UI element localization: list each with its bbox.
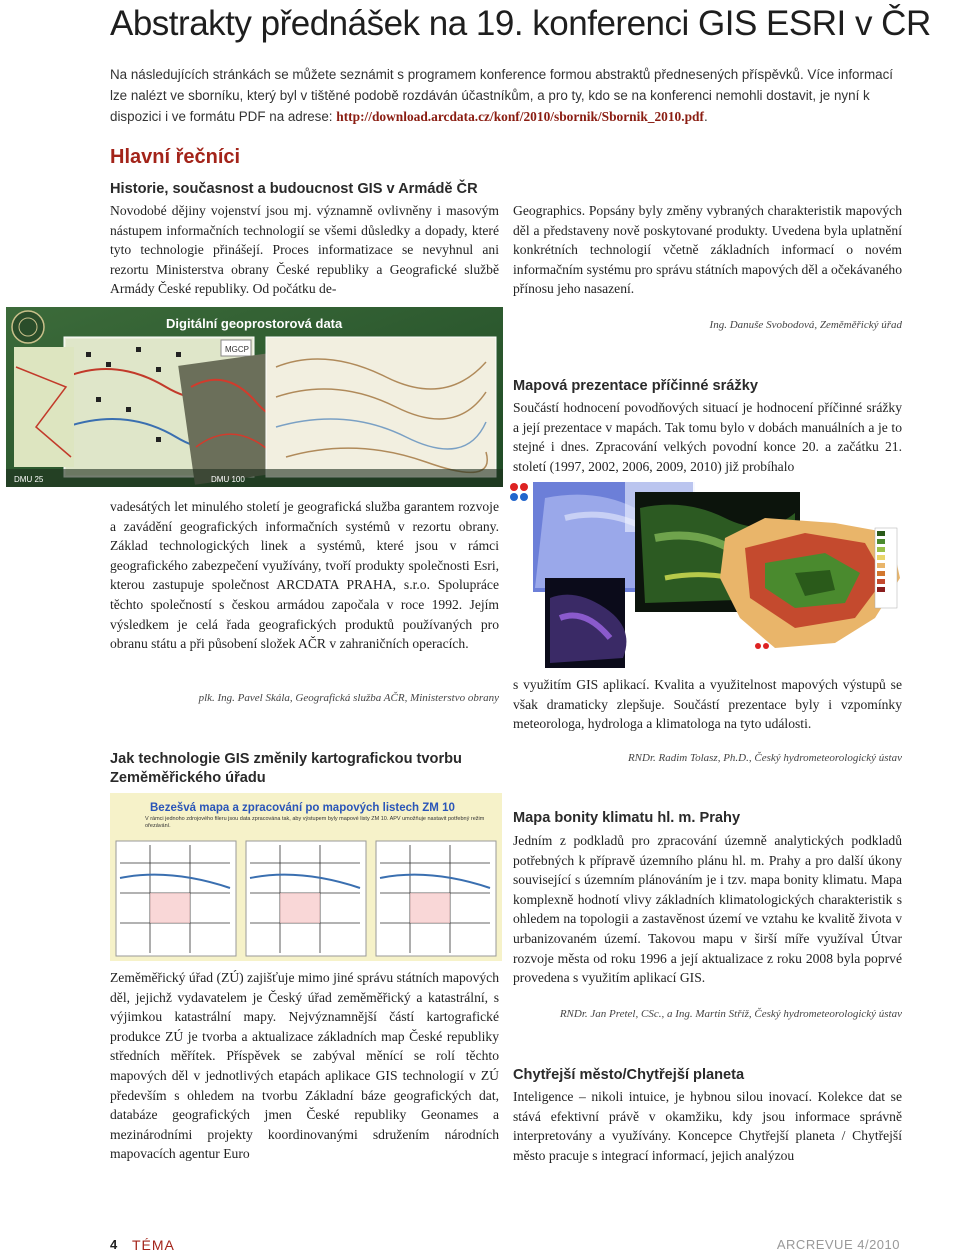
article2-continuation: s využitím GIS aplikací. Kvalita a využitelnost mapových výstupů se však dramaticky zlepšuje. Součástí prezentace byly i vzpomínky meteorologa, hydrologa a klimatologa na tyto události. <box>513 677 902 732</box>
article2-signature: RNDr. Radim Tolasz, Ph.D., Český hydrometeorologický ústav <box>627 752 902 764</box>
chmi-small-logo-icon <box>755 643 769 649</box>
article2-signature-svobodova: Ing. Danuše Svobodová, Zeměměřický úřad <box>709 319 902 331</box>
article1-col2: Geographics. Popsány byly změny vybraných charakteristik mapových děl a představeny nově poskytované produkty. Uvedena byla uplatnění konkrétních technologií včetně základních informací o novém informačním systému pro správu státních mapových děl a očekávaného přínosu jeho nasazení. <box>513 203 902 297</box>
article3-heading: Jak technologie GIS změnily kartografickou tvorbu Zeměměřického úřadu <box>110 751 462 786</box>
page-number: 4 <box>110 1237 118 1252</box>
dmu25-label: DMU 25 <box>14 475 44 484</box>
military-gis-image <box>6 307 503 487</box>
military-gis-figure <box>6 307 503 487</box>
mgcp-label: MGCP <box>225 345 249 354</box>
article4-heading: Mapa bonity klimatu hl. m. Prahy <box>513 810 741 826</box>
page-title: Abstrakty přednášek na 19. konferenci GIS ESRI v ČR <box>110 4 931 43</box>
zm10-image <box>110 793 502 961</box>
article1-heading: Historie, současnost a budoucnost GIS v Armádě ČR <box>110 181 478 197</box>
intro-tail: . <box>703 109 708 124</box>
dmu100-label: DMU 100 <box>211 475 245 484</box>
article4-signature: RNDr. Jan Pretel, CSc., a Ing. Martin Stříž, Český hydrometeorologický ústav <box>559 1008 902 1020</box>
issue-label: ARCREVUE 4/2010 <box>776 1237 900 1252</box>
article1-continuation: vadesátých let minulého století je geografická služba garantem rozvoje a zavádění geografických informačních systémů v rezortu obrany. Základ technologických linek a systémů, které jsou v rámci geografického zabezpečení využívány, tvoří produkty společnosti Esri, kterou zastupuje společnost ARCDATA PRAHA, s.r.o. Spolupráce těchto společností s českou armádou započala v roce 1992. Jejím výsledkem je celá řada geografických produktů používaných pro obranu státu a při působení složek AČR v zahraničních operacích. <box>110 499 499 652</box>
intro-text: Na následujících stránkách se můžete seznámit s programem konference formou abstraktů přednesených příspěvků. Více informací lze nalézt ve sborníku, který byl v tištěné podobě rozdáván účastníkům, a pro ty, kdo se na konferenci nemohli dostavit, je nyní k dispozici i ve formátu PDF na adrese: <box>110 67 893 124</box>
article2-text: Součástí hodnocení povodňových situací je hodnocení příčinné srážky a její prezentace v mapách. Tak tomu bylo v dobách manuálních a je to stejné i dnes. Zpracování velkých povodní konce 20. a začátku 21. století (1997, 2002, 2006, 2009, 2010) již probíhalo <box>513 400 902 474</box>
section-label: TÉMA <box>132 1237 175 1253</box>
zm10-image-title: Bezešvá mapa a zpracování po mapových listech ZM 10 <box>150 802 455 814</box>
chmi-logo-icon <box>510 483 528 501</box>
article5-text: Inteligence – nikoli intuice, je hybnou silou inovací. Kolekce dat se stává efektivní právě v okamžiku, kdy jsou informace správně interpretovány a využívány. Koncepce Chytřejší planeta / Chytřejší město pracuje s integrací informací, jejich analýzou <box>513 1089 902 1163</box>
precipitation-maps-figure <box>505 478 905 674</box>
image-title: Digitální geoprostorová data <box>166 316 343 331</box>
section-heading: Hlavní řečníci <box>110 146 241 168</box>
army-emblem-icon <box>12 311 44 343</box>
precipitation-maps-image <box>505 478 905 674</box>
article4-text: Jedním z podkladů pro zpracování územně analytických podkladů potřebných k přípravě územního plánu hl. m. Prahy a pro další úkony související s územním plánováním je i tzv. mapa bonity klimatu. Mapa komplexně hodnotí vlivy základních klimatologických charakteristik s ohledem na topologii a zastavěnost území ve vztahu ke kvalitě života v urbanizovaném území. Takovou mapu v širší míře využíval Útvar rozvoje města od roku 1996 a její aktualizace z roku 2008 byla poprvé provedena s využitím aplikací GIS. <box>513 833 902 986</box>
article2-heading: Mapová prezentace příčinné srážky <box>513 378 758 394</box>
article3-text: Zeměměřický úřad (ZÚ) zajišťuje mimo jiné správu státních mapových děl, jejichž vydavatelem je Český úřad zeměměřický a katastrální, s výjimkou katastrální mapy. Nejvýznamnější částí kartografické produkce ZÚ je tvorba a aktualizace základních map České republiky středních měřítek. Příspěvek se zabýval měnící se rolí těchto mapových děl v jednotlivých etapách aplikace GIS technologií v ZÚ především s ohledem na tvorbu Základní báze geografických dat, databáze geografických jmen České republiky Geonames a mezinárodními projekty koordinovanými sdružením národních mapovacích agentur Euro <box>110 970 499 1162</box>
zm10-image-caption: V rámci jednoho zdrojového fileru jsou data zpracována tak, aby výstupem byly mapové listy ZM 10. APV umožňuje nastavit potřebný režim ořezávání. <box>145 816 485 829</box>
zm10-figure <box>110 793 502 961</box>
intro-paragraph <box>110 64 900 127</box>
article1-col1: Novodobé dějiny vojenství jsou mj. významně ovlivněny i masovým nástupem informačních technologií se všemi důsledky a dopady, které tyto technologie přinášejí. Proces informatizace se nevyhnul ani rezortu Ministerstva obrany České republiky a Geografické službě Armády České republiky. Od počátku de- <box>110 203 499 297</box>
article1-signature: plk. Ing. Pavel Skála, Geografická služba AČR, Ministerstvo obrany <box>198 692 499 704</box>
article5-heading: Chytřejší město/Chytřejší planeta <box>513 1067 745 1083</box>
proceedings-link[interactable]: http://download.arcdata.cz/konf/2010/sbornik/Sbornik_2010.pdf <box>336 109 704 124</box>
